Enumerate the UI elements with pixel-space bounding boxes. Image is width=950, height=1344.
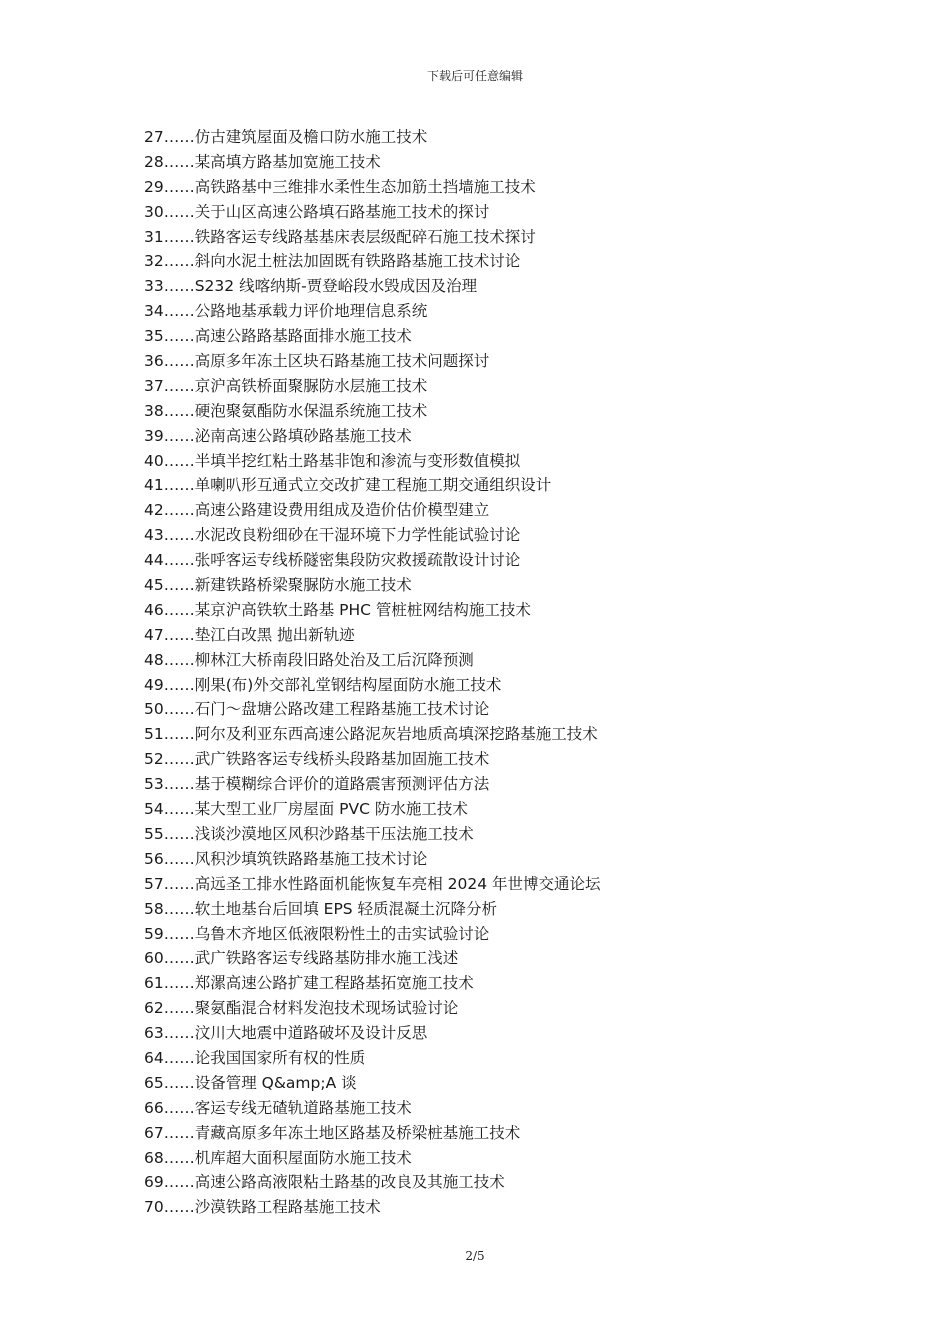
toc-item: 60……武广铁路客运专线路基防排水施工浅述 <box>144 949 459 968</box>
toc-item: 32……斜向水泥土桩法加固既有铁路路基施工技术讨论 <box>144 252 521 271</box>
toc-item: 63……汶川大地震中道路破坏及设计反思 <box>144 1024 428 1043</box>
toc-item: 48……柳林江大桥南段旧路处治及工后沉降预测 <box>144 650 474 669</box>
toc-item: 64……论我国国家所有权的性质 <box>144 1048 366 1067</box>
toc-item: 28……某高填方路基加宽施工技术 <box>144 152 381 171</box>
toc-item: 70……沙漠铁路工程路基施工技术 <box>144 1198 381 1217</box>
toc-item: 51……阿尔及利亚东西高速公路泥灰岩地质高填深挖路基施工技术 <box>144 725 598 744</box>
toc-item: 57……高远圣工排水性路面机能恢复车亮相 2024 年世博交通论坛 <box>144 874 601 893</box>
toc-item: 67……青藏高原多年冻土地区路基及桥梁桩基施工技术 <box>144 1123 521 1142</box>
toc-item: 29……高铁路基中三维排水柔性生态加筋土挡墙施工技术 <box>144 177 536 196</box>
toc-item: 38……硬泡聚氨酯防水保温系统施工技术 <box>144 401 428 420</box>
toc-item: 45……新建铁路桥梁聚脲防水施工技术 <box>144 576 412 595</box>
toc-item: 42……高速公路建设费用组成及造价估价模型建立 <box>144 501 490 520</box>
toc-item: 30……关于山区高速公路填石路基施工技术的探讨 <box>144 202 490 221</box>
toc-item: 50……石门～盘塘公路改建工程路基施工技术讨论 <box>144 700 490 719</box>
toc-item: 56……风积沙填筑铁路路基施工技术讨论 <box>144 849 428 868</box>
toc-item: 34……公路地基承载力评价地理信息系统 <box>144 302 428 321</box>
toc-item: 52……武广铁路客运专线桥头段路基加固施工技术 <box>144 750 490 769</box>
table-of-contents <box>144 125 824 1220</box>
toc-item: 68……机库超大面积屋面防水施工技术 <box>144 1148 412 1167</box>
toc-item: 43……水泥改良粉细砂在干湿环境下力学性能试验讨论 <box>144 526 521 545</box>
toc-item: 27……仿古建筑屋面及檐口防水施工技术 <box>144 128 428 146</box>
toc-item: 65……设备管理 Q&amp;A 谈 <box>144 1073 357 1092</box>
toc-item: 40……半填半挖红粘土路基非饱和渗流与变形数值模拟 <box>144 451 521 470</box>
toc-item: 66……客运专线无碴轨道路基施工技术 <box>144 1098 412 1117</box>
toc-item: 39……泌南高速公路填砂路基施工技术 <box>144 426 412 445</box>
toc-item: 58……软土地基台后回填 EPS 轻质混凝土沉降分析 <box>144 899 498 918</box>
toc-item: 62……聚氨酯混合材料发泡技术现场试验讨论 <box>144 999 459 1018</box>
toc-item: 44……张呼客运专线桥隧密集段防灾救援疏散设计讨论 <box>144 551 521 570</box>
toc-item: 41……单喇叭形互通式立交改扩建工程施工期交通组织设计 <box>144 476 552 495</box>
toc-item: 49……刚果(布)外交部礼堂钢结构屋面防水施工技术 <box>144 675 502 694</box>
toc-item: 47……垫江白改黑 抛出新轨迹 <box>144 625 355 644</box>
toc-item: 33……S232 线喀纳斯-贾登峪段水毁成因及治理 <box>144 277 478 296</box>
page-header: 下载后可任意编辑 <box>426 69 523 83</box>
toc-item: 35……高速公路路基路面排水施工技术 <box>144 327 412 346</box>
toc-item: 36……高原多年冻土区块石路基施工技术问题探讨 <box>144 352 490 371</box>
toc-item: 59……乌鲁木齐地区低液限粉性土的击实试验讨论 <box>144 924 490 943</box>
toc-item: 55……浅谈沙漠地区风积沙路基干压法施工技术 <box>144 824 474 843</box>
toc-item: 37……京沪高铁桥面聚脲防水层施工技术 <box>144 376 428 395</box>
toc-item: 61……郑漯高速公路扩建工程路基拓宽施工技术 <box>144 974 474 993</box>
toc-item: 54……某大型工业厂房屋面 PVC 防水施工技术 <box>144 800 468 819</box>
toc-item: 31……铁路客运专线路基基床表层级配碎石施工技术探讨 <box>144 227 536 246</box>
toc-item: 53……基于模糊综合评价的道路震害预测评估方法 <box>144 775 490 794</box>
page-number: 2/5 <box>465 1249 485 1263</box>
toc-item: 69……高速公路高液限粘土路基的改良及其施工技术 <box>144 1173 505 1192</box>
toc-item: 46……某京沪高铁软土路基 PHC 管桩桩网结构施工技术 <box>144 600 531 619</box>
